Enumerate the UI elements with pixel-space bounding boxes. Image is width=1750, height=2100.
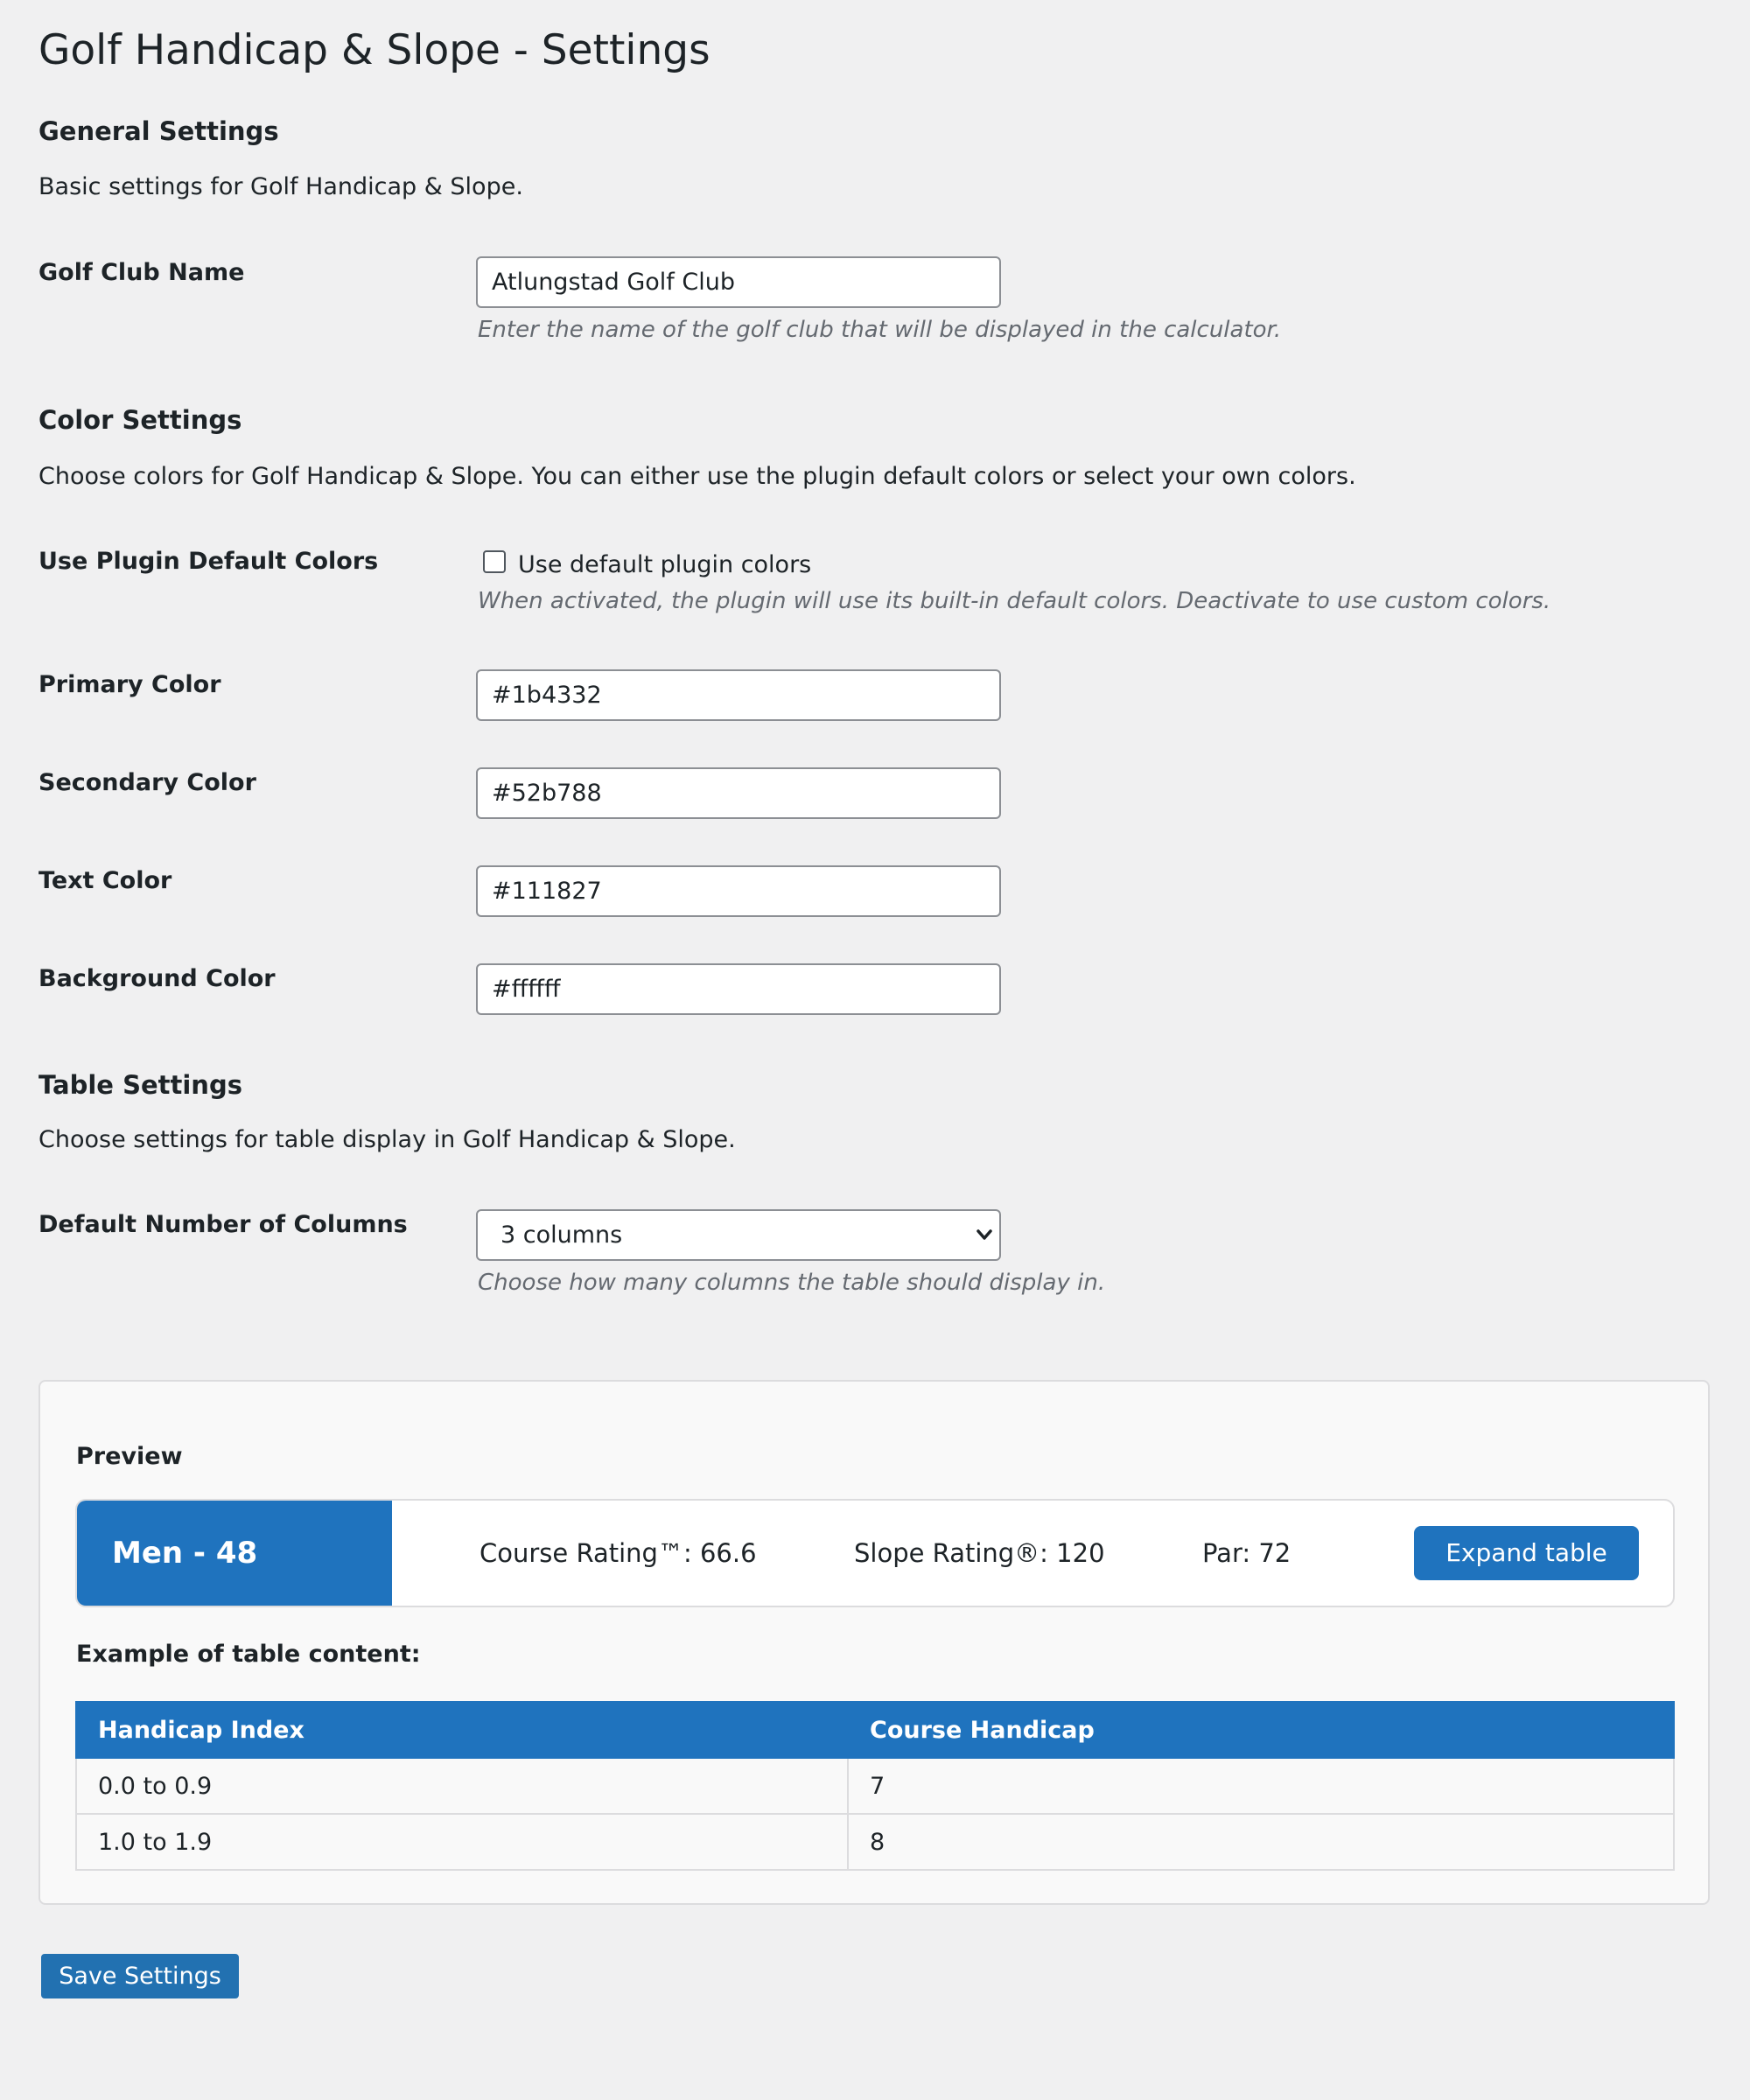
table-settings-description: Choose settings for table display in Golf Handicap & Slope. [38,1126,736,1153]
example-table-title: Example of table content: [76,1641,421,1668]
card-slope-rating: Slope Rating®: 120 [854,1538,1105,1568]
table-row [76,1758,1674,1814]
default-columns-selected-value: 3 columns [500,1222,623,1249]
secondary-color-input[interactable] [476,767,1001,819]
page-title: Golf Handicap & Slope - Settings [38,26,710,74]
table-cell: 7 [848,1758,1674,1814]
table-row [76,1814,1674,1870]
color-settings-description: Choose colors for Golf Handicap & Slope. You can either use the plugin default colors or select your own colors. [38,463,1356,490]
card-course-rating: Course Rating™: 66.6 [480,1538,757,1568]
default-columns-help: Choose how many columns the table should display in. [478,1270,1106,1296]
secondary-color-label: Secondary Color [38,769,256,796]
save-settings-button[interactable]: Save Settings [41,1954,239,1998]
color-settings-heading: Color Settings [38,405,242,435]
chevron-down-icon [975,1225,994,1244]
use-default-colors-checkbox-label[interactable]: Use default plugin colors [518,551,812,578]
card-tee-name: Men - 48 [77,1501,392,1607]
preview-card [75,1499,1675,1607]
background-color-input[interactable] [476,963,1001,1015]
table-cell: 0.0 to 0.9 [76,1758,848,1814]
default-columns-label: Default Number of Columns [38,1211,408,1238]
preview-panel [38,1380,1710,1905]
default-columns-select[interactable] [476,1209,1001,1261]
table-header-row [76,1702,1674,1758]
general-settings-heading: General Settings [38,116,279,146]
use-default-colors-label: Use Plugin Default Colors [38,548,379,575]
preview-title: Preview [76,1443,183,1470]
use-default-colors-help: When activated, the plugin will use its built-in default colors. Deactivate to use custom colors. [478,588,1551,614]
card-par: Par: 72 [1202,1538,1292,1568]
use-default-colors-checkbox[interactable] [483,550,506,573]
expand-table-button[interactable]: Expand table [1414,1526,1639,1580]
text-color-label: Text Color [38,867,172,894]
golf-club-name-input[interactable] [476,256,1001,308]
general-settings-description: Basic settings for Golf Handicap & Slope. [38,173,523,200]
golf-club-name-help: Enter the name of the golf club that will be displayed in the calculator. [478,317,1282,343]
background-color-label: Background Color [38,965,276,992]
primary-color-label: Primary Color [38,671,221,698]
table-settings-heading: Table Settings [38,1070,242,1100]
golf-club-name-label: Golf Club Name [38,259,245,286]
table-cell: 8 [848,1814,1674,1870]
example-table [75,1701,1675,1871]
header-course-handicap: Course Handicap [848,1702,1674,1758]
text-color-input[interactable] [476,865,1001,917]
primary-color-input[interactable] [476,669,1001,721]
table-cell: 1.0 to 1.9 [76,1814,848,1870]
header-handicap-index: Handicap Index [76,1702,848,1758]
